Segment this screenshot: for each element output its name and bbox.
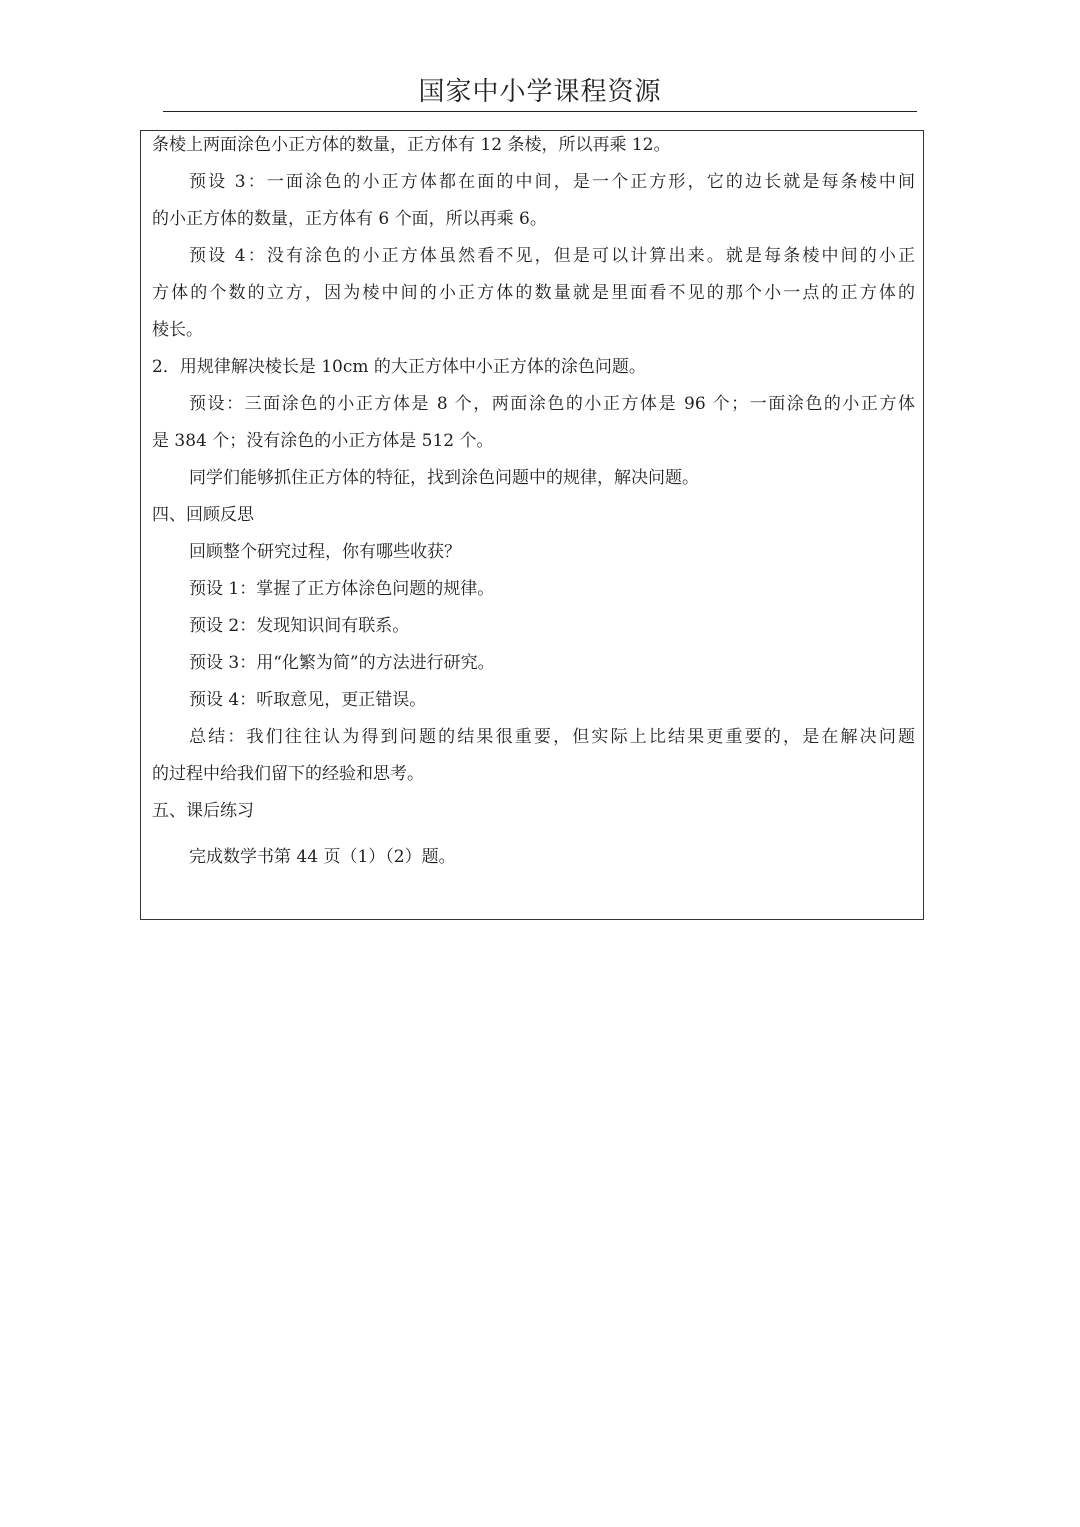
section-heading: 四、回顾反思 [152, 505, 254, 525]
text-line: 预设：三面涂色的小正方体是 8 个，两面涂色的小正方体是 96 个；一面涂色的小正方体 [189, 394, 915, 414]
header-divider [163, 111, 917, 112]
text-line: 预设 2：发现知识间有联系。 [189, 616, 410, 636]
lesson-content-box [140, 130, 924, 920]
text-line: 总结：我们往往认为得到问题的结果很重要，但实际上比结果更重要的，是在解决问题 [189, 727, 915, 747]
text-line: 回顾整个研究过程，你有哪些收获？ [189, 542, 461, 562]
text-line: 的过程中给我们留下的经验和思考。 [152, 764, 424, 784]
text-line: 2．用规律解决棱长是 10cm 的大正方体中小正方体的涂色问题。 [152, 357, 646, 377]
section-heading: 五、课后练习 [152, 801, 254, 821]
text-line: 预设 3：一面涂色的小正方体都在面的中间，是一个正方形，它的边长就是每条棱中间 [189, 172, 915, 192]
text-line: 预设 4：听取意见，更正错误。 [189, 690, 427, 710]
text-line: 棱长。 [152, 320, 203, 340]
text-line: 完成数学书第 44 页（1）（2）题。 [189, 847, 456, 867]
text-line: 方体的个数的立方，因为棱中间的小正方体的数量就是里面看不见的那个小一点的正方体的 [152, 283, 915, 303]
text-line: 同学们能够抓住正方体的特征，找到涂色问题中的规律，解决问题。 [189, 468, 699, 488]
text-line: 预设 3：用“化繁为简”的方法进行研究。 [189, 653, 495, 673]
page-header-title: 国家中小学课程资源 [418, 77, 662, 107]
text-line: 条棱上两面涂色小正方体的数量，正方体有 12 条棱，所以再乘 12。 [152, 135, 671, 155]
text-line: 是 384 个；没有涂色的小正方体是 512 个。 [152, 431, 494, 451]
text-line: 预设 4：没有涂色的小正方体虽然看不见，但是可以计算出来。就是每条棱中间的小正 [189, 246, 915, 266]
text-line: 预设 1：掌握了正方体涂色问题的规律。 [189, 579, 495, 599]
text-line: 的小正方体的数量，正方体有 6 个面，所以再乘 6。 [152, 209, 547, 229]
